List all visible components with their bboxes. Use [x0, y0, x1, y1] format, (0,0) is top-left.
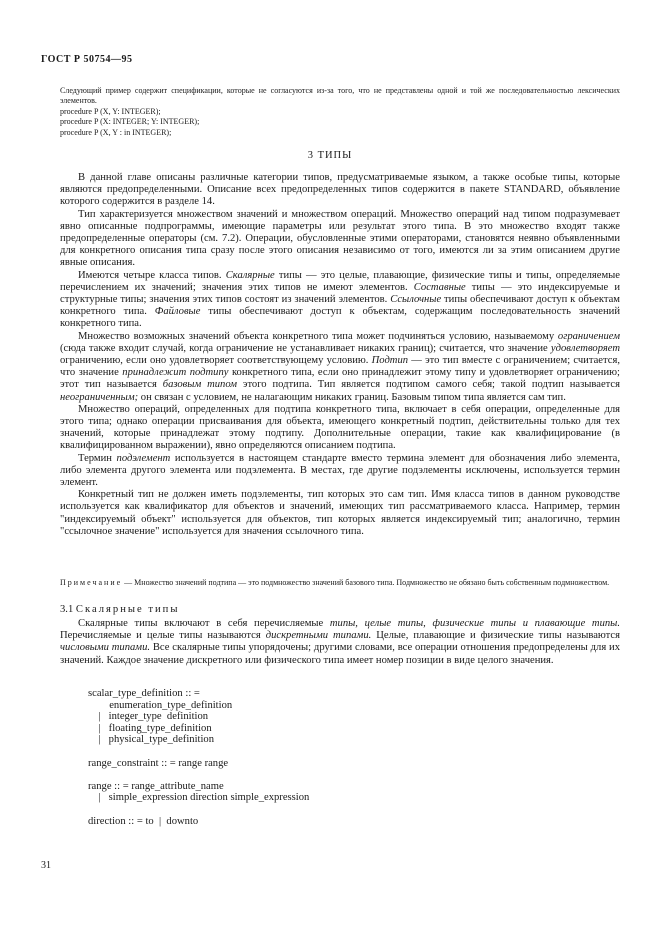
text-run: Термин [78, 452, 117, 464]
syntax-line: range :: = range_attribute_name [88, 780, 224, 792]
paragraph [60, 404, 620, 453]
italic-term: удовлетворяет [550, 342, 620, 354]
document-header: ГОСТ Р 50754—95 [41, 54, 133, 65]
italic-term: принадлежит подтипу [122, 367, 229, 379]
italic-term: ограничением [557, 330, 620, 342]
text-run: типы обеспечивают доступ к объектам конкретного типа. [60, 294, 620, 318]
subsection-body [60, 618, 620, 667]
italic-term: базовым типом [162, 379, 237, 391]
intro-code [60, 107, 620, 138]
text-run: Перечисляемые и целые типы называются [60, 630, 266, 642]
code-line: procedure P (X, Y : in INTEGER); [60, 127, 172, 137]
text-run: ограничению, если оно удовлетворяет соответствующему условию. [60, 355, 372, 367]
syntax-line [88, 804, 309, 816]
text-run: типы — это целые, плавающие, физические типы и типы, определяемые перечислением их значений; значения этих типов не имеют элементов. [60, 269, 620, 293]
text-run: (сюда также входит случай, когда ограничение не устанавливает никаких границ); считается, что значение [60, 342, 551, 354]
code-line: procedure P (X: INTEGER; Y: INTEGER); [60, 117, 200, 127]
text-run: типы — это индексируемые и структурные типы; значения этих типов состоят из значений элементов. [60, 281, 620, 306]
page-number: 31 [41, 860, 51, 871]
syntax-line: range_constraint :: = range range [88, 757, 229, 769]
text-run: типы обеспечивают доступ к объектам, содержащим последовательность значений конкретного типа. [60, 306, 620, 330]
syntax-line: scalar_type_definition :: = [88, 688, 200, 699]
code-line: procedure P (X, Y: INTEGER); [60, 106, 161, 116]
intro-text: Следующий пример содержит спецификации, которые не согласуются из-за того, что не представлены одной и той же последовательностью лексических элементов. [60, 86, 620, 106]
syntax-line: | floating_type_definition [88, 722, 212, 734]
subsection-title: Скалярные типы [75, 604, 180, 615]
subsection-number: 3.1 [60, 604, 74, 615]
paragraph [60, 453, 620, 490]
text-run: используется в настоящем стандарте вместо термина элемент для обозначения либо элемента, либо элемента другого элемента или подэлемента. В местах, где другие подэлементы исключены, используется термин элемент. [60, 452, 620, 489]
paragraph [60, 270, 620, 331]
paragraph [60, 209, 620, 270]
text-run: этого подтипа. Тип является подтипом самого себя; такой подтип называется [237, 379, 621, 391]
text-run: Конкретный тип не должен иметь подэлементы, тип которых это сам тип. Имя класса типов в данном руководстве используется как квалификатор для объектов и значений, имеющих тип рассматриваемого класса. Например, термин "индексируемый объект" используется для объектов, тип которых является индексируемый тип; аналогично, термин "ссылочное значение" используется для значения ссылочного типа. [60, 489, 620, 537]
syntax-line [88, 769, 309, 781]
note-label: Примечание [60, 578, 123, 587]
italic-term: числовыми типами. [60, 642, 151, 654]
text-run: — это тип вместе с ограничением; считается, что значение [60, 355, 620, 379]
italic-term: Составные [413, 281, 466, 293]
syntax-block [88, 688, 309, 827]
italic-term: Скалярные [225, 269, 275, 281]
text-run: Все скалярные типы упорядочены; другими словами, все операции отношения предопределены для их значений. Каждое значение дискретного или физического типа имеет номер позиции в виде целого значения. [60, 642, 620, 666]
syntax-line: | physical_type_definition [88, 734, 214, 746]
italic-term: неограниченным; [60, 391, 139, 403]
text-run: конкретного типа, если оно принадлежит этому типу и удовлетворяет ограничению; этот тип называется [60, 367, 620, 391]
syntax-line: enumeration_type_definition [88, 699, 233, 711]
syntax-line: | simple_expression direction simple_expression [88, 792, 310, 804]
italic-term: Подтип [371, 355, 409, 367]
text-run: Целые, плавающие и физические типы называются [371, 630, 621, 642]
italic-term: дискретными типами. [265, 630, 372, 642]
text-run: В данной главе описаны различные категории типов, предусматриваемые языком, а также особые типы, которые являются предопределенными. Описание всех предопределенных типов содержится в пакете STANDARD, объявление которого содержится в разделе 14. [60, 172, 620, 208]
paragraph [60, 618, 620, 667]
italic-term: Файловые [154, 306, 201, 318]
italic-term: типы, целые типы, физические типы и плавающие типы. [329, 618, 621, 629]
italic-term: подэлемент [116, 452, 171, 464]
intro-block [60, 86, 620, 138]
text-run: Множество операций, определенных для подтипа конкретного типа, включает в себя операции, определенные для этого типа; однако операции присваивания для объекта, имеющего конкретный подтип, действительны только для тех значений, которые принадлежат этому подтипу. Дополнительные операции, такие как квалифицирование (в квалифицированном выражении), явно определяются описанием подтипа. [60, 403, 620, 452]
note-text: — Множество значений подтипа — это подмножество значений базового типа. Подмножество не обязано быть собственным подмножеством. [122, 578, 610, 587]
note-block [60, 578, 620, 588]
text-run: Тип характеризуется множеством значений и множеством операций. Множество операций над типом подразумевает явно описанные подпрограммы, имеющие параметры или результат этого типа. В это множество входят также предопределенные операторы (см. 7.2). Операции, обусловленные этими операторами, становятся неявно объявленными для конкретного описания типа сразу после этого описания независимо от того, имеются ли за этим описанием другие явные описания. [60, 208, 620, 269]
paragraph [60, 489, 620, 538]
section-title: 3 ТИПЫ [307, 150, 353, 161]
text-run: Множество возможных значений объекта конкретного типа может подчиняться условию, называемому [78, 330, 558, 342]
syntax-line: direction :: = to | downto [88, 815, 199, 827]
paragraph [60, 172, 620, 209]
paragraph [60, 331, 620, 404]
text-run: Скалярные типы включают в себя перечисляемые [78, 618, 330, 629]
text-run: он связан с условием, не налагающим никаких границ. Базовым типом типа является сам тип. [138, 391, 566, 403]
syntax-line [88, 746, 309, 758]
text-run: Имеются четыре класса типов. [78, 269, 226, 281]
italic-term: Ссылочные [390, 294, 442, 306]
syntax-line: | integer_type definition [88, 711, 209, 723]
subsection-heading [60, 604, 179, 615]
section-body [60, 172, 620, 538]
